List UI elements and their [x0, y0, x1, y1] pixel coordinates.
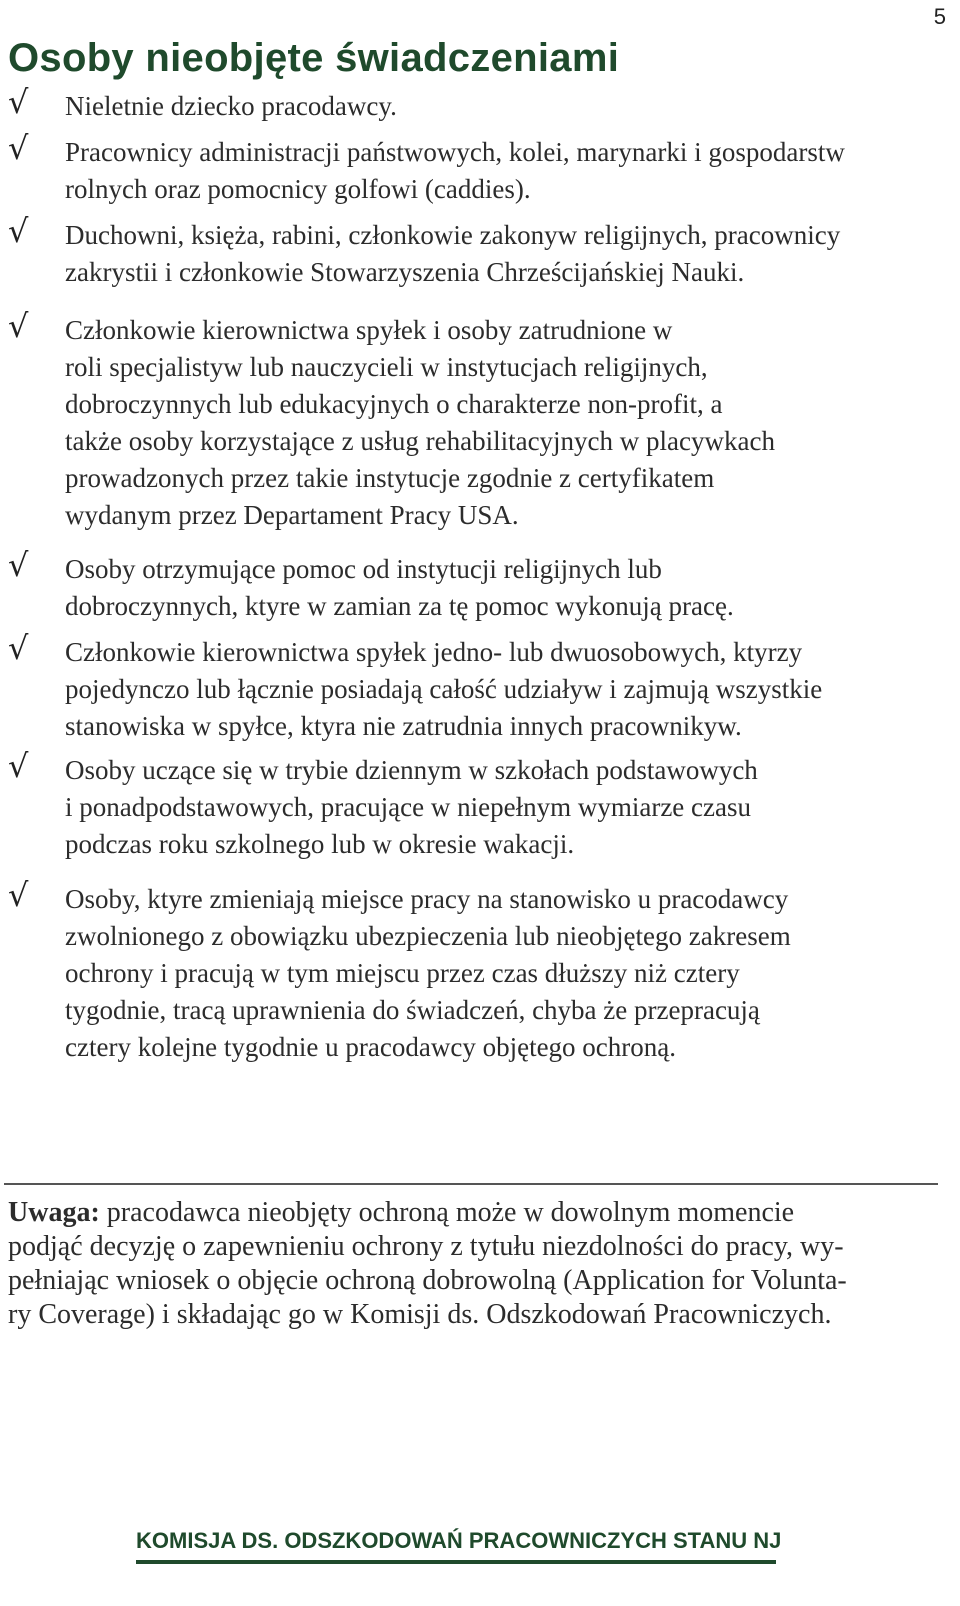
note: [8, 1196, 930, 1332]
footer-text: KOMISJA DS. ODSZKODOWAŃ PRACOWNICZYCH STANU NJ: [136, 1528, 782, 1553]
list-item-line: i ponadpodstawowych, pracujące w niepełnym wymiarze czasu: [65, 792, 751, 822]
list-item-line: prowadzonych przez takie instytucje zgodnie z certyfikatem: [65, 463, 715, 493]
note-label: Uwaga:: [8, 1197, 100, 1228]
list-item: [8, 546, 938, 625]
note-line: [8, 1196, 930, 1230]
list-item-line: Nieletnie dziecko pracodawcy.: [65, 91, 397, 121]
list-item-line: stanowiska w spyłce, ktyra nie zatrudnia innych pracownikyw.: [65, 711, 742, 741]
list-item-line: roli specjalistyw lub nauczycieli w instytucjach religijnych,: [65, 352, 708, 382]
list-item-line: pojedynczo lub łącznie posiadają całość udziaływ i zajmują wszystkie: [65, 674, 823, 704]
list-item-line: Duchowni, księża, rabini, członkowie zakonyw religijnych, pracownicy: [65, 220, 841, 250]
note-line: podjąć decyzję o zapewnieniu ochrony z tytułu niezdolności do pracy, wy-: [8, 1231, 844, 1262]
list-item: [8, 129, 938, 208]
list-item-line: także osoby korzystające z usług rehabilitacyjnych w placywkach: [65, 426, 775, 456]
list-item-line: zakrystii i członkowie Stowarzyszenia Chrześcijańskiej Nauki.: [65, 257, 745, 287]
list-item-line: tygodnie, tracą uprawnienia do świadczeń, chyba że przepracują: [65, 995, 760, 1025]
list-item-line: zwolnionego z obowiązku ubezpieczenia lub nieobjętego zakresem: [65, 921, 791, 951]
list-item-line: podczas roku szkolnego lub w okresie wakacji.: [65, 829, 575, 859]
note-line: pełniając wniosek o objęcie ochroną dobrowolną (Application for Volunta-: [8, 1265, 847, 1296]
note-text: pracodawca nieobjęty ochroną może w dowolnym momencie: [99, 1197, 795, 1228]
list-item-line: Osoby, ktyre zmieniają miejsce pracy na stanowisko u pracodawcy: [65, 884, 789, 914]
check-icon: √: [8, 129, 29, 167]
check-icon: √: [8, 876, 29, 914]
list-item-line: rolnych oraz pomocnicy golfowi (caddies).: [65, 174, 531, 204]
section-title: Osoby nieobjęte świadczeniami: [8, 36, 620, 80]
list-item: [8, 212, 938, 291]
list-item: [8, 83, 938, 125]
check-icon: √: [8, 212, 29, 250]
footer-underline: [136, 1560, 776, 1564]
list-item: [8, 747, 938, 863]
divider: [4, 1183, 938, 1185]
list-item: [8, 629, 938, 745]
list-item: [8, 307, 938, 534]
list-item-line: Osoby uczące się w trybie dziennym w szkołach podstawowych: [65, 755, 758, 785]
list-item-line: Pracownicy administracji państwowych, kolei, marynarki i gospodarstw: [65, 137, 845, 167]
list-item-line: wydanym przez Departament Pracy USA.: [65, 500, 519, 530]
page-number: 5: [933, 4, 946, 29]
list-item-line: cztery kolejne tygodnie u pracodawcy objętego ochroną.: [65, 1032, 677, 1062]
check-icon: √: [8, 83, 29, 121]
check-icon: √: [8, 747, 29, 785]
check-icon: √: [8, 307, 29, 345]
check-icon: √: [8, 546, 29, 584]
list-item-line: Osoby otrzymujące pomoc od instytucji religijnych lub: [65, 554, 662, 584]
list-item: [8, 876, 938, 1066]
list-item-line: ochrony i pracują w tym miejscu przez czas dłuższy niż cztery: [65, 958, 740, 988]
note-line: ry Coverage) i składając go w Komisji ds. Odszkodowań Pracowniczych.: [8, 1299, 832, 1330]
list-item-line: Członkowie kierownictwa spyłek jedno- lub dwuosobowych, ktyrzy: [65, 637, 803, 667]
list-item-line: dobroczynnych, ktyre w zamian za tę pomoc wykonują pracę.: [65, 591, 734, 621]
list-item-line: dobroczynnych lub edukacyjnych o charakterze non-profit, a: [65, 389, 723, 419]
check-icon: √: [8, 629, 29, 667]
list-item-line: Członkowie kierownictwa spyłek i osoby zatrudnione w: [65, 315, 673, 345]
